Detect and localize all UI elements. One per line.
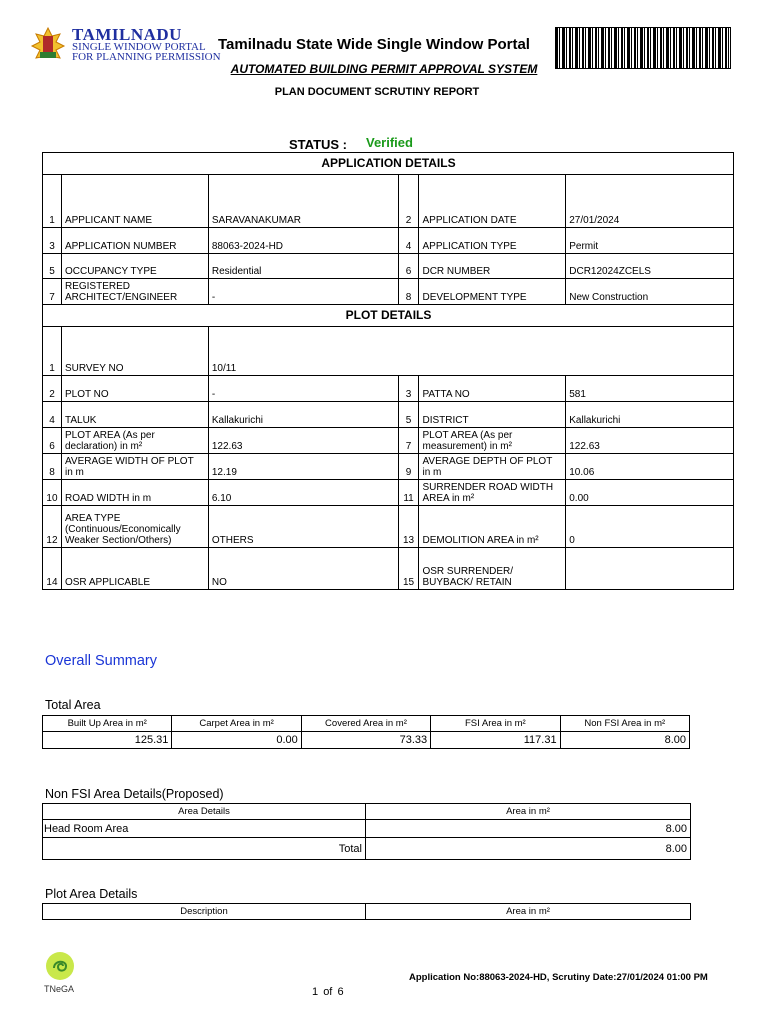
plot-area-declaration-label: PLOT AREA (As per declaration) in m² (61, 428, 208, 454)
total-area-title: Total Area (45, 698, 101, 712)
patta-no-value: 581 (566, 376, 734, 402)
table-row: 14 OSR APPLICABLE NO 15 OSR SURRENDER/ BUYBACK/ RETAIN (43, 548, 734, 590)
status-label: STATUS : (289, 137, 348, 152)
dcr-number-label: DCR NUMBER (419, 254, 566, 279)
osr-surrender-value (566, 548, 734, 590)
page-indicator (312, 986, 344, 998)
surrender-road-value: 0.00 (566, 480, 734, 506)
development-type-value: New Construction (566, 279, 734, 305)
table-row: 2 PLOT NO - 3 PATTA NO 581 (43, 376, 734, 402)
application-details-heading: APPLICATION DETAILS (43, 153, 734, 175)
table-row: 5 OCCUPANCY TYPE Residential 6 DCR NUMBER DCR12024ZCELS (43, 254, 734, 279)
survey-no-value: 10/11 (208, 327, 733, 376)
page-total: 6 (337, 986, 344, 998)
table-row: 7 REGISTERED ARCHITECT/ENGINEER - 8 DEVELOPMENT TYPE New Construction (43, 279, 734, 305)
area-type-value: OTHERS (208, 506, 398, 548)
taluk-label: TALUK (61, 402, 208, 428)
application-number-label: APPLICATION NUMBER (61, 228, 208, 254)
table-row: 6 PLOT AREA (As per declaration) in m² 122.63 7 PLOT AREA (As per measurement) in m² 122.63 (43, 428, 734, 454)
system-title: AUTOMATED BUILDING PERMIT APPROVAL SYSTEM (230, 62, 538, 76)
plot-details-heading: PLOT DETAILS (43, 305, 734, 327)
status-value: Verified (366, 135, 413, 150)
table-row: 1 APPLICANT NAME SARAVANAKUMAR 2 APPLICATION DATE 27/01/2024 (43, 175, 734, 228)
average-depth-value: 10.06 (566, 454, 734, 480)
plot-no-value: - (208, 376, 398, 402)
non-fsi-area-value: 8.00 (560, 732, 689, 749)
taluk-value: Kallakurichi (208, 402, 398, 428)
logo-line1: TAMILNADU (72, 25, 182, 44)
logo-line3: FOR PLANNING PERMISSION (72, 51, 221, 63)
osr-applicable-value: NO (208, 548, 398, 590)
architect-value: - (208, 279, 398, 305)
covered-area-header: Covered Area in m² (301, 716, 430, 732)
plot-area-measurement-value: 122.63 (566, 428, 734, 454)
applicant-name-value: SARAVANAKUMAR (208, 175, 398, 228)
report-title: PLAN DOCUMENT SCRUTINY REPORT (274, 86, 480, 98)
surrender-road-label: SURRENDER ROAD WIDTH AREA in m² (419, 480, 566, 506)
application-info: Application No:88063-2024-HD, Scrutiny Date:27/01/2024 01:00 PM (409, 972, 708, 983)
application-number-value: 88063-2024-HD (208, 228, 398, 254)
plot-no-label: PLOT NO (61, 376, 208, 402)
total-label: Total (43, 838, 366, 860)
average-width-label: AVERAGE WIDTH OF PLOT in m (61, 454, 208, 480)
tnega-logo (40, 950, 80, 982)
fsi-area-value: 117.31 (431, 732, 560, 749)
demolition-area-label: DEMOLITION AREA in m² (419, 506, 566, 548)
architect-label: REGISTERED ARCHITECT/ENGINEER (61, 279, 208, 305)
page-of: of (323, 986, 333, 998)
table-row: 3 APPLICATION NUMBER 88063-2024-HD 4 APPLICATION TYPE Permit (43, 228, 734, 254)
table-row (43, 838, 691, 860)
emblem-logo (28, 26, 68, 64)
carpet-area-value: 0.00 (172, 732, 301, 749)
osr-surrender-label: OSR SURRENDER/ BUYBACK/ RETAIN (419, 548, 566, 590)
development-type-label: DEVELOPMENT TYPE (419, 279, 566, 305)
application-date-label: APPLICATION DATE (419, 175, 566, 228)
details-table (42, 152, 734, 590)
carpet-area-header: Carpet Area in m² (172, 716, 301, 732)
plot-area-measurement-label: PLOT AREA (As per measurement) in m² (419, 428, 566, 454)
tnega-text: TNeGA (44, 984, 75, 994)
application-type-label: APPLICATION TYPE (419, 228, 566, 254)
description-header: Description (43, 904, 366, 920)
district-value: Kallakurichi (566, 402, 734, 428)
application-date-value: 27/01/2024 (566, 175, 734, 228)
demolition-area-value: 0 (566, 506, 734, 548)
survey-no-label: SURVEY NO (61, 327, 208, 376)
area-type-label: AREA TYPE (Continuous/Economically Weaker Section/Others) (61, 506, 208, 548)
fsi-area-header: FSI Area in m² (431, 716, 560, 732)
road-width-value: 6.10 (208, 480, 398, 506)
page-number: 1 (312, 986, 319, 998)
average-depth-label: AVERAGE DEPTH OF PLOT in m (419, 454, 566, 480)
table-row: 10 ROAD WIDTH in m 6.10 11 SURRENDER ROAD WIDTH AREA in m² 0.00 (43, 480, 734, 506)
district-label: DISTRICT (419, 402, 566, 428)
area-in-m2-header: Area in m² (366, 804, 691, 820)
total-value: 8.00 (366, 838, 691, 860)
road-width-label: ROAD WIDTH in m (61, 480, 208, 506)
dcr-number-value: DCR12024ZCELS (566, 254, 734, 279)
built-up-area-header: Built Up Area in m² (43, 716, 172, 732)
plot-area-declaration-value: 122.63 (208, 428, 398, 454)
average-width-value: 12.19 (208, 454, 398, 480)
table-row: 12 AREA TYPE (Continuous/Economically Weaker Section/Others) OTHERS 13 DEMOLITION AREA in m² 0 (43, 506, 734, 548)
table-row: 8 AVERAGE WIDTH OF PLOT in m 12.19 9 AVERAGE DEPTH OF PLOT in m 10.06 (43, 454, 734, 480)
patta-no-label: PATTA NO (419, 376, 566, 402)
head-room-area-label: Head Room Area (43, 820, 366, 838)
occupancy-type-label: OCCUPANCY TYPE (61, 254, 208, 279)
head-room-area-value: 8.00 (366, 820, 691, 838)
overall-summary-title: Overall Summary (45, 653, 157, 669)
covered-area-value: 73.33 (301, 732, 430, 749)
table-row (43, 820, 691, 838)
plot-area-details-title: Plot Area Details (45, 887, 138, 901)
non-fsi-title: Non FSI Area Details(Proposed) (45, 787, 224, 801)
built-up-area-value: 125.31 (43, 732, 172, 749)
osr-applicable-label: OSR APPLICABLE (61, 548, 208, 590)
logo-line2: SINGLE WINDOW PORTAL (72, 41, 206, 53)
plot-area-header: Area in m² (366, 904, 691, 920)
total-area-table (42, 715, 690, 749)
non-fsi-area-header: Non FSI Area in m² (560, 716, 689, 732)
application-type-value: Permit (566, 228, 734, 254)
plot-area-table (42, 903, 691, 920)
table-row: 4 TALUK Kallakurichi 5 DISTRICT Kallakurichi (43, 402, 734, 428)
occupancy-type-value: Residential (208, 254, 398, 279)
portal-title: Tamilnadu State Wide Single Window Portal (218, 36, 530, 53)
table-row: 1 SURVEY NO 10/11 (43, 327, 734, 376)
area-details-header: Area Details (43, 804, 366, 820)
table-row (43, 732, 690, 749)
applicant-name-label: APPLICANT NAME (61, 175, 208, 228)
non-fsi-table (42, 803, 691, 860)
